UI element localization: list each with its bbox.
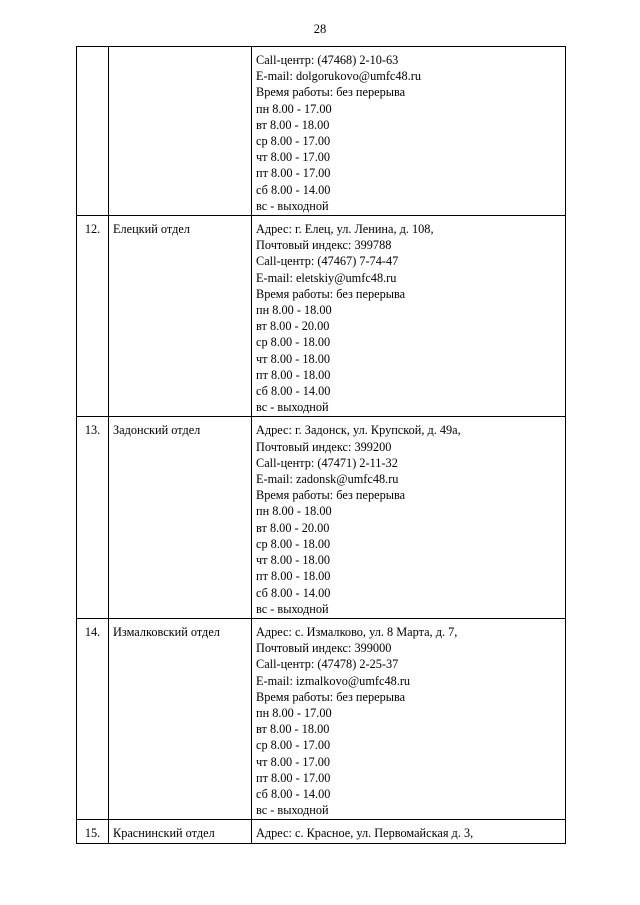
detail-line: Call-центр: (47467) 7-74-47 [256,254,399,269]
detail-line: Время работы: без перерыва [256,689,406,704]
detail-line: чт 8.00 - 18.00 [256,553,331,568]
department-details [252,47,566,216]
detail-line: чт 8.00 - 17.00 [256,754,331,769]
detail-line: пт 8.00 - 18.00 [256,367,331,382]
department-details [252,618,566,819]
detail-line: Адрес: г. Елец, ул. Ленина, д. 108, [256,222,434,237]
department-name: Краснинский отдел [109,820,252,843]
detail-line: Почтовый индекс: 399000 [256,641,392,656]
detail-line: Почтовый индекс: 399788 [256,238,392,253]
detail-line: Время работы: без перерыва [256,286,406,301]
detail-line: E-mail: eletskiy@umfc48.ru [256,270,397,285]
departments-table-body [77,47,566,844]
detail-line: Время работы: без перерыва [256,85,406,100]
detail-line: пн 8.00 - 17.00 [256,101,332,116]
detail-line: пт 8.00 - 17.00 [256,166,331,181]
detail-line: сб 8.00 - 14.00 [256,384,331,399]
detail-line: вс - выходной [256,601,329,616]
row-number: 13. [77,417,109,618]
detail-line: сб 8.00 - 14.00 [256,182,331,197]
detail-line: E-mail: izmalkovo@umfc48.ru [256,673,411,688]
detail-line: Почтовый индекс: 399200 [256,439,392,454]
detail-line: пт 8.00 - 18.00 [256,569,331,584]
row-number [77,47,109,216]
detail-line: вт 8.00 - 18.00 [256,117,330,132]
department-name: Измалковский отдел [109,618,252,819]
department-name: Елецкий отдел [109,216,252,417]
detail-line: пт 8.00 - 17.00 [256,770,331,785]
department-details [252,216,566,417]
detail-line: чт 8.00 - 18.00 [256,351,331,366]
department-name [109,47,252,216]
detail-line: вт 8.00 - 18.00 [256,722,330,737]
detail-line: E-mail: zadonsk@umfc48.ru [256,472,399,487]
detail-line: Адрес: с. Красное, ул. Первомайская д. 3, [256,826,474,841]
detail-line: ср 8.00 - 18.00 [256,536,331,551]
row-number: 15. [77,820,109,843]
detail-line: вс - выходной [256,400,329,415]
detail-line: пн 8.00 - 17.00 [256,705,332,720]
detail-line: вс - выходной [256,198,329,213]
detail-line: ср 8.00 - 17.00 [256,134,331,149]
department-details [252,820,566,843]
table-row [77,820,566,843]
detail-line: сб 8.00 - 14.00 [256,786,331,801]
detail-line: Время работы: без перерыва [256,488,406,503]
detail-line: пн 8.00 - 18.00 [256,303,332,318]
table-row [77,618,566,819]
detail-line: вт 8.00 - 20.00 [256,520,330,535]
detail-line: Call-центр: (47478) 2-25-37 [256,657,399,672]
detail-line: Адрес: с. Измалково, ул. 8 Марта, д. 7, [256,624,458,639]
table-row [77,47,566,216]
detail-line: E-mail: dolgorukovo@umfc48.ru [256,69,422,84]
row-number: 14. [77,618,109,819]
detail-line: сб 8.00 - 14.00 [256,585,331,600]
department-details [252,417,566,618]
page-number: 28 [313,22,327,36]
detail-line: Call-центр: (47468) 2-10-63 [256,53,399,67]
detail-line: Call-центр: (47471) 2-11-32 [256,455,398,470]
detail-line: пн 8.00 - 18.00 [256,504,332,519]
detail-line: вт 8.00 - 20.00 [256,319,330,334]
table-row [77,216,566,417]
departments-table [76,46,566,844]
row-number: 12. [77,216,109,417]
detail-line: вс - выходной [256,803,329,818]
department-name: Задонский отдел [109,417,252,618]
table-row [77,417,566,618]
detail-line: ср 8.00 - 17.00 [256,738,331,753]
detail-line: Адрес: г. Задонск, ул. Крупской, д. 49а, [256,423,461,438]
detail-line: чт 8.00 - 17.00 [256,150,331,165]
detail-line: ср 8.00 - 18.00 [256,335,331,350]
